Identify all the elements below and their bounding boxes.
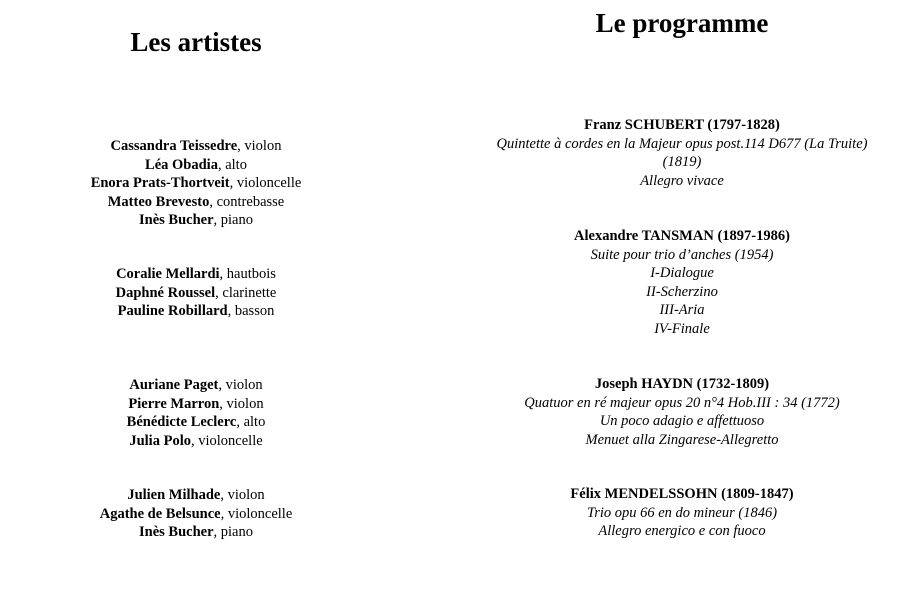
artist-separator: , bbox=[229, 175, 237, 191]
movement: III-Aria bbox=[659, 302, 705, 318]
artist-separator: , bbox=[213, 524, 221, 540]
artist-line bbox=[20, 137, 372, 156]
programme-piece-1 bbox=[456, 116, 908, 190]
programme-column bbox=[456, 0, 908, 592]
artist-name: Cassandra Teissedre bbox=[110, 138, 238, 154]
artist-line bbox=[20, 395, 372, 414]
artist-separator: , bbox=[236, 414, 244, 430]
movement: II-Scherzino bbox=[646, 283, 718, 300]
artist-name: Coralie Mellardi bbox=[116, 266, 220, 282]
artist-name: Julien Milhade bbox=[127, 487, 221, 503]
artist-separator: , bbox=[213, 212, 221, 228]
work-title: Quintette à cordes en la Majeur opus post.114 D677 (La Truite) (1819) bbox=[496, 135, 868, 170]
artist-name: Julia Polo bbox=[129, 432, 191, 449]
composer-name: Franz SCHUBERT (1797-1828) bbox=[584, 117, 780, 133]
artist-name: Pierre Marron bbox=[128, 395, 220, 412]
artist-instrument: piano bbox=[220, 524, 253, 540]
artist-separator: , bbox=[220, 487, 228, 503]
artists-column bbox=[20, 0, 372, 592]
programme-piece-4 bbox=[456, 485, 908, 541]
artist-separator: , bbox=[219, 266, 227, 282]
artist-name: Auriane Paget bbox=[129, 377, 219, 393]
movement: Un poco adagio e affettuoso bbox=[599, 413, 765, 429]
artist-line bbox=[20, 211, 372, 230]
artists-title: Les artistes bbox=[130, 27, 262, 57]
artist-instrument: clarinette bbox=[222, 284, 277, 301]
artist-instrument: violoncelle bbox=[198, 432, 263, 449]
artist-separator: , bbox=[209, 193, 217, 210]
artist-instrument: alto bbox=[243, 414, 266, 430]
artist-line bbox=[20, 174, 372, 193]
artist-line bbox=[20, 193, 372, 212]
artist-instrument: alto bbox=[225, 156, 247, 173]
artist-line bbox=[20, 505, 372, 524]
artist-line bbox=[20, 376, 372, 395]
artist-separator: , bbox=[190, 432, 199, 449]
artist-name: Enora Prats-Thortveit bbox=[90, 175, 230, 191]
programme-title: Le programme bbox=[595, 8, 769, 38]
artist-instrument: violon bbox=[225, 377, 263, 393]
artist-name: Pauline Robillard bbox=[117, 303, 228, 319]
artist-instrument: basson bbox=[234, 303, 275, 319]
artist-instrument: contrebasse bbox=[216, 193, 285, 210]
artist-name: Bénédicte Leclerc bbox=[126, 414, 237, 430]
artist-group-2 bbox=[20, 265, 372, 321]
artist-line bbox=[20, 265, 372, 284]
artist-group-1 bbox=[20, 137, 372, 230]
artist-line bbox=[20, 284, 372, 303]
work-title-wrapper bbox=[482, 135, 882, 172]
artist-separator: , bbox=[219, 395, 227, 412]
artist-line bbox=[20, 302, 372, 321]
movement: IV-Finale bbox=[654, 320, 710, 337]
artist-name: Inès Bucher bbox=[139, 212, 214, 228]
artist-line bbox=[20, 413, 372, 432]
artist-name: Matteo Brevesto bbox=[107, 193, 210, 210]
movement: I-Dialogue bbox=[650, 265, 714, 281]
artist-separator: , bbox=[215, 284, 223, 301]
artist-line bbox=[20, 156, 372, 175]
movement: Menuet alla Zingarese-Allegretto bbox=[585, 431, 779, 448]
artist-line bbox=[20, 523, 372, 542]
composer-name: Félix MENDELSSOHN (1809-1847) bbox=[570, 486, 794, 502]
artist-group-3 bbox=[20, 376, 372, 450]
artist-name: Léa Obadia bbox=[145, 156, 218, 173]
artist-separator: , bbox=[220, 505, 228, 522]
artist-name: Agathe de Belsunce bbox=[99, 505, 221, 522]
artist-separator: , bbox=[227, 303, 235, 319]
artist-separator: , bbox=[237, 138, 245, 154]
artist-instrument: piano bbox=[220, 212, 253, 228]
work-title: Quatuor en ré majeur opus 20 n°4 Hob.III : 34 (1772) bbox=[524, 394, 840, 411]
artist-separator: , bbox=[217, 156, 226, 173]
work-title: Suite pour trio d’anches (1954) bbox=[590, 246, 774, 263]
artist-instrument: violoncelle bbox=[236, 175, 302, 191]
composer-name: Joseph HAYDN (1732-1809) bbox=[594, 376, 770, 392]
movement: Allegro energico e con fuoco bbox=[598, 523, 766, 539]
work-title: Trio opu 66 en do mineur (1846) bbox=[586, 504, 778, 521]
programme-piece-3 bbox=[456, 375, 908, 449]
artist-line bbox=[20, 486, 372, 505]
composer-name: Alexandre TANSMAN (1897-1986) bbox=[574, 228, 790, 244]
artist-instrument: violoncelle bbox=[227, 505, 293, 522]
artist-instrument: violon bbox=[227, 487, 265, 503]
artist-instrument: violon bbox=[244, 138, 282, 154]
programme-piece-2 bbox=[456, 227, 908, 338]
artist-instrument: violon bbox=[226, 395, 264, 412]
artist-instrument: hautbois bbox=[226, 266, 276, 282]
artist-group-4 bbox=[20, 486, 372, 542]
artist-line bbox=[20, 432, 372, 451]
artist-name: Inès Bucher bbox=[139, 524, 214, 540]
artist-name: Daphné Roussel bbox=[115, 284, 216, 301]
movement: Allegro vivace bbox=[640, 172, 724, 189]
artist-separator: , bbox=[218, 377, 226, 393]
